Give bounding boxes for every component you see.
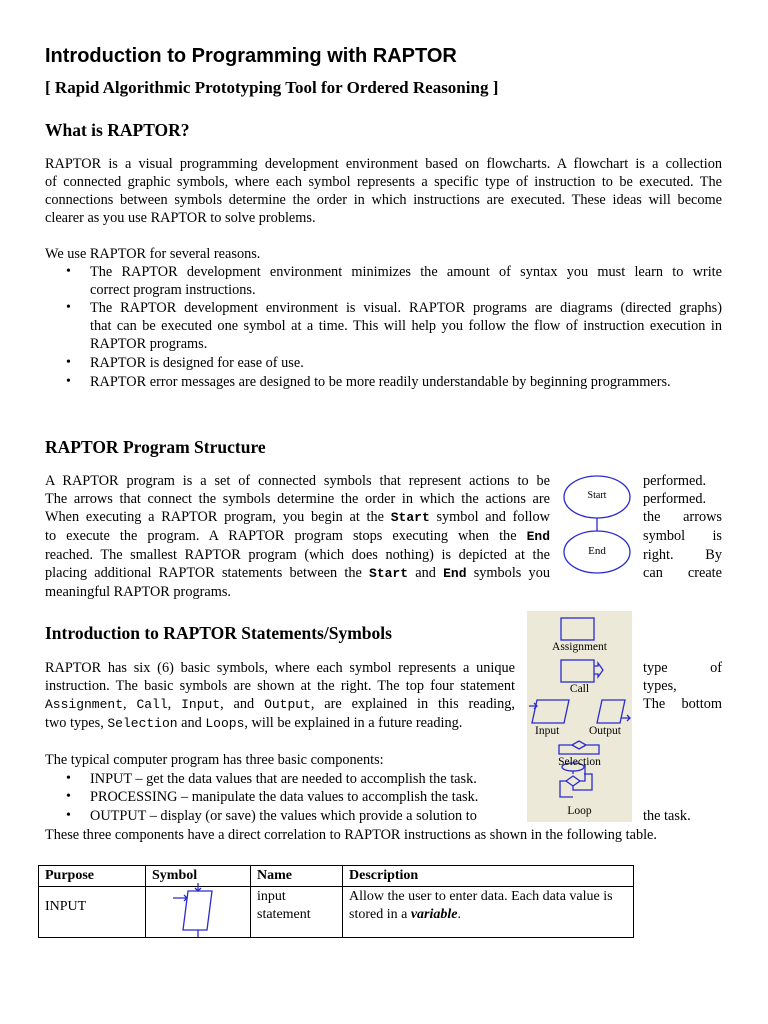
text-run: The arrows that connect the symbols determine the order in which the actions are	[45, 491, 550, 507]
text-run: two types,	[45, 715, 108, 731]
text-line	[643, 807, 722, 825]
text-line	[643, 508, 722, 526]
symbols-panel	[527, 611, 632, 822]
text-line	[45, 527, 550, 546]
text-line	[643, 659, 722, 677]
text-run: RAPTOR has six (6) basic symbols, where each symbol represents a unique	[45, 660, 515, 676]
text-line	[45, 155, 722, 173]
text-run: type of	[643, 660, 722, 676]
text-run: clearer as you use RAPTOR to solve problems.	[45, 210, 316, 226]
text-run: and	[408, 565, 444, 581]
text-run: When executing a RAPTOR program, you begin at the	[45, 509, 391, 525]
text-line	[45, 173, 722, 191]
text-run: instruction. The basic symbols are shown at the right. The top four statement	[45, 678, 515, 694]
header-symbol: Symbol	[146, 866, 251, 887]
text-run: PROCESSING – manipulate the data values to accomplish the task.	[90, 789, 479, 805]
description-end: .	[457, 907, 461, 922]
bullet-icon: •	[66, 264, 71, 279]
code-term: Call	[136, 697, 168, 712]
text-run: types,	[643, 678, 677, 694]
end-label: End	[588, 545, 606, 557]
text-line	[90, 354, 722, 372]
text-run: , and	[220, 696, 265, 712]
text-line	[90, 281, 722, 299]
code-term: Assignment	[45, 697, 124, 712]
heading-what-is-raptor: What is RAPTOR?	[45, 120, 190, 140]
text-line	[643, 564, 722, 582]
text-line	[643, 546, 722, 564]
code-term: Input	[181, 697, 221, 712]
text-run: the task.	[643, 808, 691, 824]
text-run: the arrows	[643, 509, 722, 525]
input-symbol-icon	[532, 700, 569, 723]
components-table	[38, 865, 634, 938]
output-symbol-icon	[597, 700, 625, 723]
bullet-icon: •	[66, 374, 71, 389]
bullet-icon: •	[66, 808, 71, 823]
assignment-label: Assignment	[552, 641, 607, 653]
document-subtitle: [ Rapid Algorithmic Prototyping Tool for Ordered Reasoning ]	[45, 78, 499, 97]
description-emphasis: variable	[410, 907, 458, 922]
text-line	[90, 299, 722, 317]
text-run: correct program instructions.	[90, 282, 256, 298]
bullet-icon: •	[66, 355, 71, 370]
header-description: Description	[343, 866, 634, 887]
text-run: meaningful RAPTOR programs.	[45, 584, 231, 600]
loop-label: Loop	[567, 805, 592, 817]
text-run: The RAPTOR development environment is visual. RAPTOR programs are diagrams (directed graphs)	[90, 300, 722, 316]
text-run: , are explained in this reading,	[310, 696, 515, 712]
start-end-diagram	[560, 470, 636, 580]
code-keyword: Start	[369, 566, 409, 581]
cell-symbol	[146, 887, 251, 938]
input-parallelogram-icon	[146, 883, 251, 937]
text-line	[45, 209, 722, 227]
assignment-symbol-icon	[561, 618, 594, 640]
text-run: placing additional RAPTOR statements between the	[45, 565, 370, 581]
heading-program-structure: RAPTOR Program Structure	[45, 437, 266, 457]
text-run: The RAPTOR development environment minimizes the amount of syntax you must learn to write	[90, 264, 722, 280]
text-line	[45, 659, 515, 677]
text-line	[90, 317, 722, 335]
code-keyword: Start	[390, 510, 430, 525]
header-purpose: Purpose	[39, 866, 146, 887]
output-arrow-icon	[621, 715, 630, 721]
text-line	[90, 373, 722, 391]
text-run: reached. The smallest RAPTOR program (which does nothing) is depicted at the	[45, 547, 550, 563]
call-arrow-icon	[594, 663, 603, 677]
start-label: Start	[587, 490, 607, 501]
text-line	[45, 826, 722, 844]
text-run: A RAPTOR program is a set of connected symbols that represent actions to be	[45, 473, 550, 489]
header-name: Name	[251, 866, 343, 887]
text-run: symbols you	[466, 565, 551, 581]
text-run: that can be executed one symbol at a time. This will help you follow the flow of instruction execution in	[90, 318, 722, 334]
text-run: symbol is	[643, 528, 722, 544]
text-run: These three components have a direct correlation to RAPTOR instructions as shown in the following table.	[45, 827, 657, 843]
text-run: RAPTOR error messages are designed to be more readily understandable by beginning programmers.	[90, 374, 671, 390]
text-run: ,	[167, 696, 182, 712]
text-line	[45, 695, 515, 714]
description-text: Allow the user to enter data. Each data value is stored in a	[349, 889, 613, 922]
text-line	[45, 583, 550, 601]
text-run: , will be explained in a future reading.	[244, 715, 463, 731]
text-line	[45, 714, 515, 733]
input-label: Input	[535, 725, 560, 737]
text-line	[643, 695, 722, 713]
call-symbol-icon	[561, 660, 594, 682]
heading-statements-symbols: Introduction to RAPTOR Statements/Symbols	[45, 623, 392, 643]
text-line	[45, 490, 550, 508]
text-line	[45, 546, 550, 564]
text-line	[90, 263, 722, 281]
text-line	[90, 770, 590, 788]
text-run: of connected graphic symbols, where each symbol represents a specific type of instruction to be executed. The	[45, 174, 722, 190]
text-run: RAPTOR is designed for ease of use.	[90, 355, 304, 371]
text-run: RAPTOR programs.	[90, 336, 208, 352]
text-line	[45, 677, 515, 695]
code-keyword: End	[443, 566, 467, 581]
input-arrow-icon	[529, 703, 537, 709]
text-line	[45, 472, 550, 490]
code-term: Selection	[107, 716, 178, 731]
text-run: INPUT – get the data values that are needed to accomplish the task.	[90, 771, 477, 787]
text-run: RAPTOR is a visual programming development environment based on flowcharts. A flowchart is a collection	[45, 156, 722, 172]
text-line	[643, 677, 722, 695]
document-title: Introduction to Programming with RAPTOR	[45, 45, 457, 67]
text-run: and	[177, 715, 206, 731]
bullet-icon: •	[66, 300, 71, 315]
cell-purpose: INPUT	[39, 887, 146, 938]
call-label: Call	[569, 683, 590, 695]
text-run: The typical computer program has three basic components:	[45, 752, 384, 768]
text-run: performed.	[643, 491, 707, 507]
bullet-icon: •	[66, 789, 71, 804]
text-line	[45, 191, 722, 209]
selection-label: Selection	[558, 756, 601, 768]
code-keyword: End	[526, 529, 550, 544]
text-run: performed.	[643, 473, 707, 489]
text-run: can create	[643, 565, 722, 581]
text-run: symbol and follow	[429, 509, 550, 525]
text-run: We use RAPTOR for several reasons.	[45, 246, 261, 262]
text-line	[643, 527, 722, 545]
text-run: ,	[123, 696, 137, 712]
text-line	[90, 788, 590, 806]
cell-description	[343, 887, 634, 938]
output-label: Output	[589, 725, 621, 737]
text-line	[45, 508, 550, 527]
text-line	[90, 335, 722, 353]
bullet-icon: •	[66, 771, 71, 786]
code-term: Loops	[205, 716, 245, 731]
table-header-row	[39, 866, 634, 887]
code-term: Output	[264, 697, 311, 712]
text-line	[643, 490, 722, 508]
text-run: OUTPUT – display (or save) the values which provide a solution to	[90, 808, 477, 824]
text-run: to execute the program. A RAPTOR program stops executing when the	[45, 528, 527, 544]
text-line	[90, 807, 590, 825]
text-line	[643, 472, 722, 490]
selection-symbol-icon	[559, 741, 599, 754]
cell-name: input statement	[251, 887, 343, 938]
text-run: The bottom	[643, 696, 722, 712]
text-run: connections between symbols determine the order in which instructions are executed. These ideas will become	[45, 192, 722, 208]
text-line	[45, 245, 722, 263]
table-row	[39, 887, 634, 938]
text-line	[45, 564, 550, 583]
text-run: right. By	[643, 547, 722, 563]
